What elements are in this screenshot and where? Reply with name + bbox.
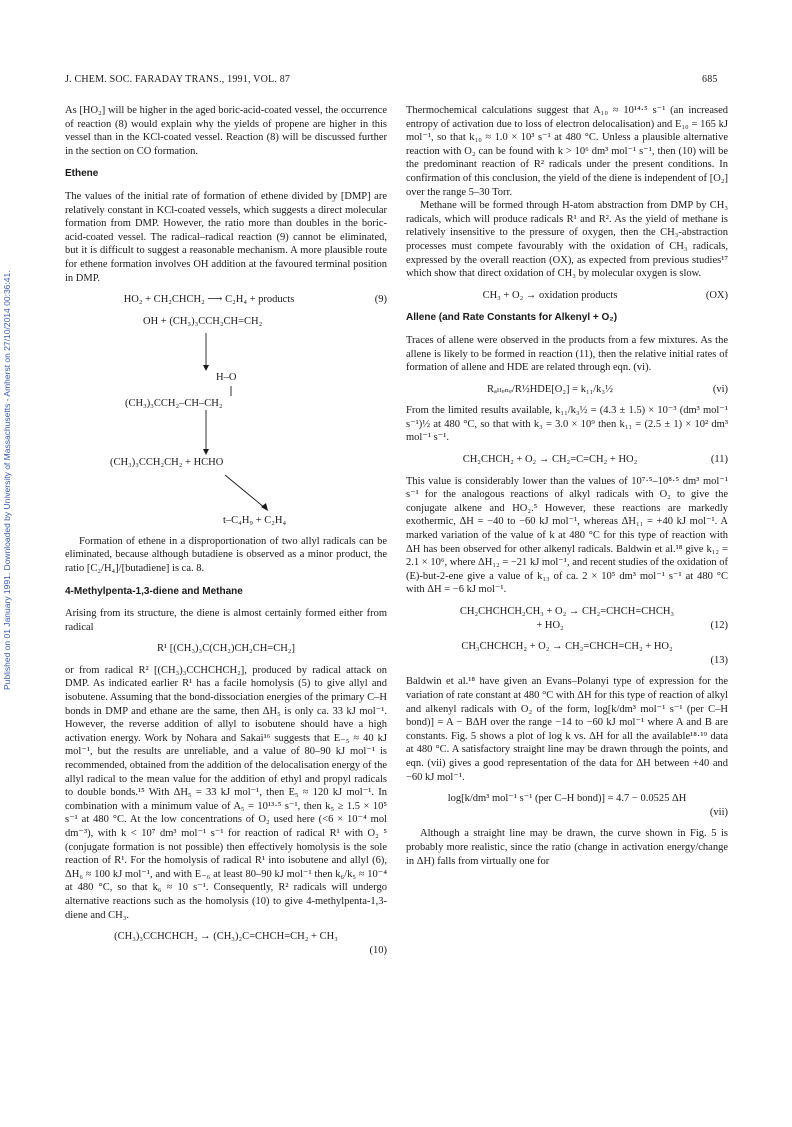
equation-12 — [406, 605, 728, 632]
paragraph: The values of the initial rate of formation of ethene divided by [DMP] are relatively constant in KCl-coated vessels, which suggests a direct molecular formation from DMP. However, the ratio more than doubles in the boric-acid-coated vessel. The radical–radical reaction (9) cannot be eliminated, but it is difficult to suggest a reasonable mechanism. A more plausible route for ethene formation involves OH addition at the favoured terminal position in DMP. — [65, 190, 387, 284]
equation-number: (10) — [369, 944, 387, 956]
equation-9 — [65, 293, 387, 307]
scheme-fragments: (CH₃)₃CCH₂CH₂ + HCHO — [110, 456, 224, 468]
equation-ox — [406, 289, 728, 303]
scheme-reactants: OH + (CH₃)₃CCH₂CH=CH₂ — [143, 315, 263, 327]
equation-vii — [406, 792, 728, 819]
equation-text: CH₂CHCH₂ + O₂ → CH₂=C=CH₂ + HO₂ — [462, 454, 638, 466]
running-header: J. CHEM. SOC. FARADAY TRANS., 1991, VOL. 87 — [65, 74, 291, 85]
equation-number: (12) — [710, 619, 728, 631]
equation-number: (vii) — [709, 806, 728, 818]
equation-10 — [65, 930, 387, 957]
section-heading-ethene: Ethene — [65, 168, 99, 180]
radical-formula: R¹ [(CH₃)₃C(CH₂)CH₂CH=CH₂] — [157, 643, 295, 655]
ethene-mechanism-scheme — [65, 315, 387, 525]
equation-number: (OX) — [705, 289, 728, 301]
right-column — [406, 104, 728, 868]
equation-text: CH₃ + O₂ → oxidation products — [482, 289, 618, 301]
paragraph: From the limited results available, k₁₁/k₃½ = (4.3 ± 1.5) × 10⁻³ (dm³ mol⁻¹ s⁻¹)½ at 480 °C, so that with k₃ = 3.0 × 10⁹ then k₁₁ = (2.5 ± 1) × 10² dm³ mol⁻¹ s⁻¹. — [406, 405, 728, 444]
paragraph: Formation of ethene in a disproportionation of two allyl radicals can be eliminated, because although butadiene is observed as a minor product, the ratio [C₂/H₄]/[butadiene] is ca. 8. — [65, 535, 387, 574]
paragraph: Baldwin et al.¹⁸ have given an Evans–Polanyi type of expression for the variation of rate constant at 480 °C with ΔH for this type of reaction of alkyl and alkenyl radicals with O₂ of the form, log[k/dm³ mol⁻¹ s⁻¹ (per C–H bond)] = A − BΔH over the range −14 to −60 kJ mol⁻¹ where A and B are constants. Fig. 5 shows a plot of log k vs. ΔH for all the available¹⁸·¹⁹ data at 480 °C. A satisfactory straight line may be drawn through the points, and eqn. (vii) gives a good representation of the data for ΔH between +40 and −60 kJ mol⁻¹. — [406, 676, 728, 783]
scheme-arrows — [65, 315, 387, 525]
equation-text: (CH₃)₃CCHCHCH₂ → (CH₃)₂C=CHCH=CH₂ + CH₃ — [114, 931, 338, 943]
download-notice-text: Published on 01 January 1991. Downloaded by University of Massachusetts - Amherst on 27/10/2014 00:36:41. — [2, 270, 12, 690]
equation-text: CH₂CHCHCH₂CH₃ + O₂ → CH₂=CHCH=CHCH₃ — [459, 606, 675, 617]
paragraph: Arising from its structure, the diene is almost certainly formed either from radical — [65, 608, 387, 633]
equation-text: HO₂ + CH₂CHCH₂ ⟶ C₂H₄ + products — [123, 294, 295, 306]
equation-number: (vi) — [712, 383, 728, 395]
section-heading-allene: Allene (and Rate Constants for Alkenyl + O₂) — [406, 312, 618, 324]
scheme-products: t–C₄H₉ + C₂H₄ — [223, 514, 287, 526]
left-column — [65, 104, 387, 965]
equation-number: (9) — [374, 294, 387, 306]
paragraph: Although a straight line may be drawn, the curve shown in Fig. 5 is probably more realistic, since the ratio (change in activation energy/change in ΔH) falls from virtually one for — [406, 828, 728, 867]
equation-11 — [406, 453, 728, 467]
equation-vi — [406, 383, 728, 397]
paragraph: This value is considerably lower than the values of 10⁷·⁵–10⁸·⁵ dm³ mol⁻¹ s⁻¹ for the analogous reactions of alkyl radicals with O₂ to give the conjugate alkene and HO₂.⁵ However, these reactions are markedly exothermic, ΔH = −40 to −60 kJ mol⁻¹, whereas ΔH₁₁ = +40 kJ mol⁻¹. A marked variation of the value of k at 480 °C for this type of reaction with ΔH has been observed for other alkenyl radicals. Baldwin et al.¹⁸ give k₁₂ = 2.1 × 10⁶, where ΔH₁₂ = −21 kJ mol⁻¹, and recent studies of the oxidation of (E)-but-2-ene give a value of k₁₃ of ca. 2 × 10⁵ dm³ mol⁻¹ s⁻¹ at 480 °C with ΔH = −6 kJ mol⁻¹. — [406, 475, 728, 596]
paragraph: or from radical R² [(CH₃)₃CCHCHCH₂], produced by radical attack on DMP. As indicated earlier R¹ has a facile homolysis (5) to give allyl and isobutene. Assuming that the bond-dissociation energies of the primary C–H bonds in DMP and ethane are the same, then ΔH₅ is only ca. 33 kJ mol⁻¹. However, the reverse addition of allyl to isobutene should have a high activation energy. Work by Nohara and Sakai¹⁶ suggests that E₋₅ ≈ 40 kJ mol⁻¹, but the results are unreliable, and a value of 80–90 kJ mol⁻¹ is recommended, obtained from the addition of the delocalisation energy of the allyl radical to the mean value for the addition of ethyl and propyl radicals to double bonds.¹⁵ With ΔH₅ = 33 kJ mol⁻¹, then E₅ ≈ 120 kJ mol⁻¹. In combination with a minimum value of A₅ = 10¹³·⁵ s⁻¹, then k₅ ≥ 1.5 × 10⁵ s⁻¹ at 480 °C. At the low concentrations of O₂ used here (<6 × 10⁻⁴ mol dm⁻³), with k < 10⁷ dm³ mol⁻¹ s⁻¹ for reaction of radical R¹ with O₂ ⁵ (conjugate formation is not possible) then effectively homolysis is the sole reaction of R¹. For the homolysis of radical R¹ into isobutene and allyl (6), ΔH₆ ≈ 100 kJ mol⁻¹, and with E₋₆ at least 80–90 kJ mol⁻¹ then k₆/k₅ ≈ 10⁻⁴ at 480 °C, so that k₆ ≈ 10 s⁻¹. Consequently, R² radicals will undergo alternative reactions such as the homolysis (10) to give 4-methylpenta-1,3-diene and CH₃. — [65, 664, 387, 921]
paragraph: Traces of allene were observed in the products from a few mixtures. As the allene is likely to be formed in reaction (11), then the relative initial rates of formation of allene and HDE are related through eqn. (vi). — [406, 334, 728, 374]
page-number: 685 — [702, 74, 718, 85]
equation-text: CH₃CHCHCH₂ + O₂ → CH₂=CHCH=CH₂ + HO₂ — [461, 641, 673, 653]
scheme-adduct: (CH₃)₃CCH₂–CH–CH₂ — [125, 397, 223, 409]
equation-number: (13) — [710, 654, 728, 666]
section-heading-diene: 4-Methylpenta-1,3-diene and Methane — [65, 585, 243, 597]
download-notice — [2, 150, 16, 690]
equation-13 — [406, 640, 728, 667]
radical-r1 — [65, 642, 387, 656]
equation-number: (11) — [710, 454, 728, 466]
paragraph: As [HO₂] will be higher in the aged boric-acid-coated vessel, the occurrence of reaction (8) would explain why the yields of propene are higher in this vessel than in the KCl-coated vessel. Reaction (8) will be discussed further in the section on CO formation. — [65, 105, 387, 157]
paragraph: Thermochemical calculations suggest that A₁₀ ≈ 10¹⁴·⁵ s⁻¹ (an increased entropy of activation due to loss of electron delocalisation) and E₁₀ = 165 kJ mol⁻¹, so that k₁₀ ≈ 1.0 × 10³ s⁻¹ at 480 °C. Unless a plausible alternative reaction with O₂ can be found with k > 10⁶ dm³ mol⁻¹ s⁻¹, then (10) will be the predominant reaction of R² radicals under the present conditions. In confirmation of this conclusion, the yield of the diene is independent of [O₂] over the range 5–30 Torr. — [406, 105, 728, 198]
equation-text: log[k/dm³ mol⁻¹ s⁻¹ (per C–H bond)] = 4.7 − 0.0525 ΔH — [447, 793, 687, 805]
paragraph: Methane will be formed through H-atom abstraction from DMP by CH₃ radicals, which will produce radicals R¹ and R². As the yield of methane is relatively insensitive to the pressure of oxygen, then the CH₃-abstraction processes must compete favourably with the oxidation of CH₃ radicals, expressed by the overall reaction (OX), as expected from previous studies¹⁷ which show that direct oxidation of CH₃ by molecular oxygen is slow. — [406, 200, 728, 280]
scheme-hydroxyl: H–O — [216, 371, 237, 383]
equation-text: Rₐₗₗₑₙₑ/R½HDE[O₂] = k₁₁/k₃½ — [487, 383, 613, 395]
equation-text-continued: + HO₂ — [536, 619, 564, 631]
